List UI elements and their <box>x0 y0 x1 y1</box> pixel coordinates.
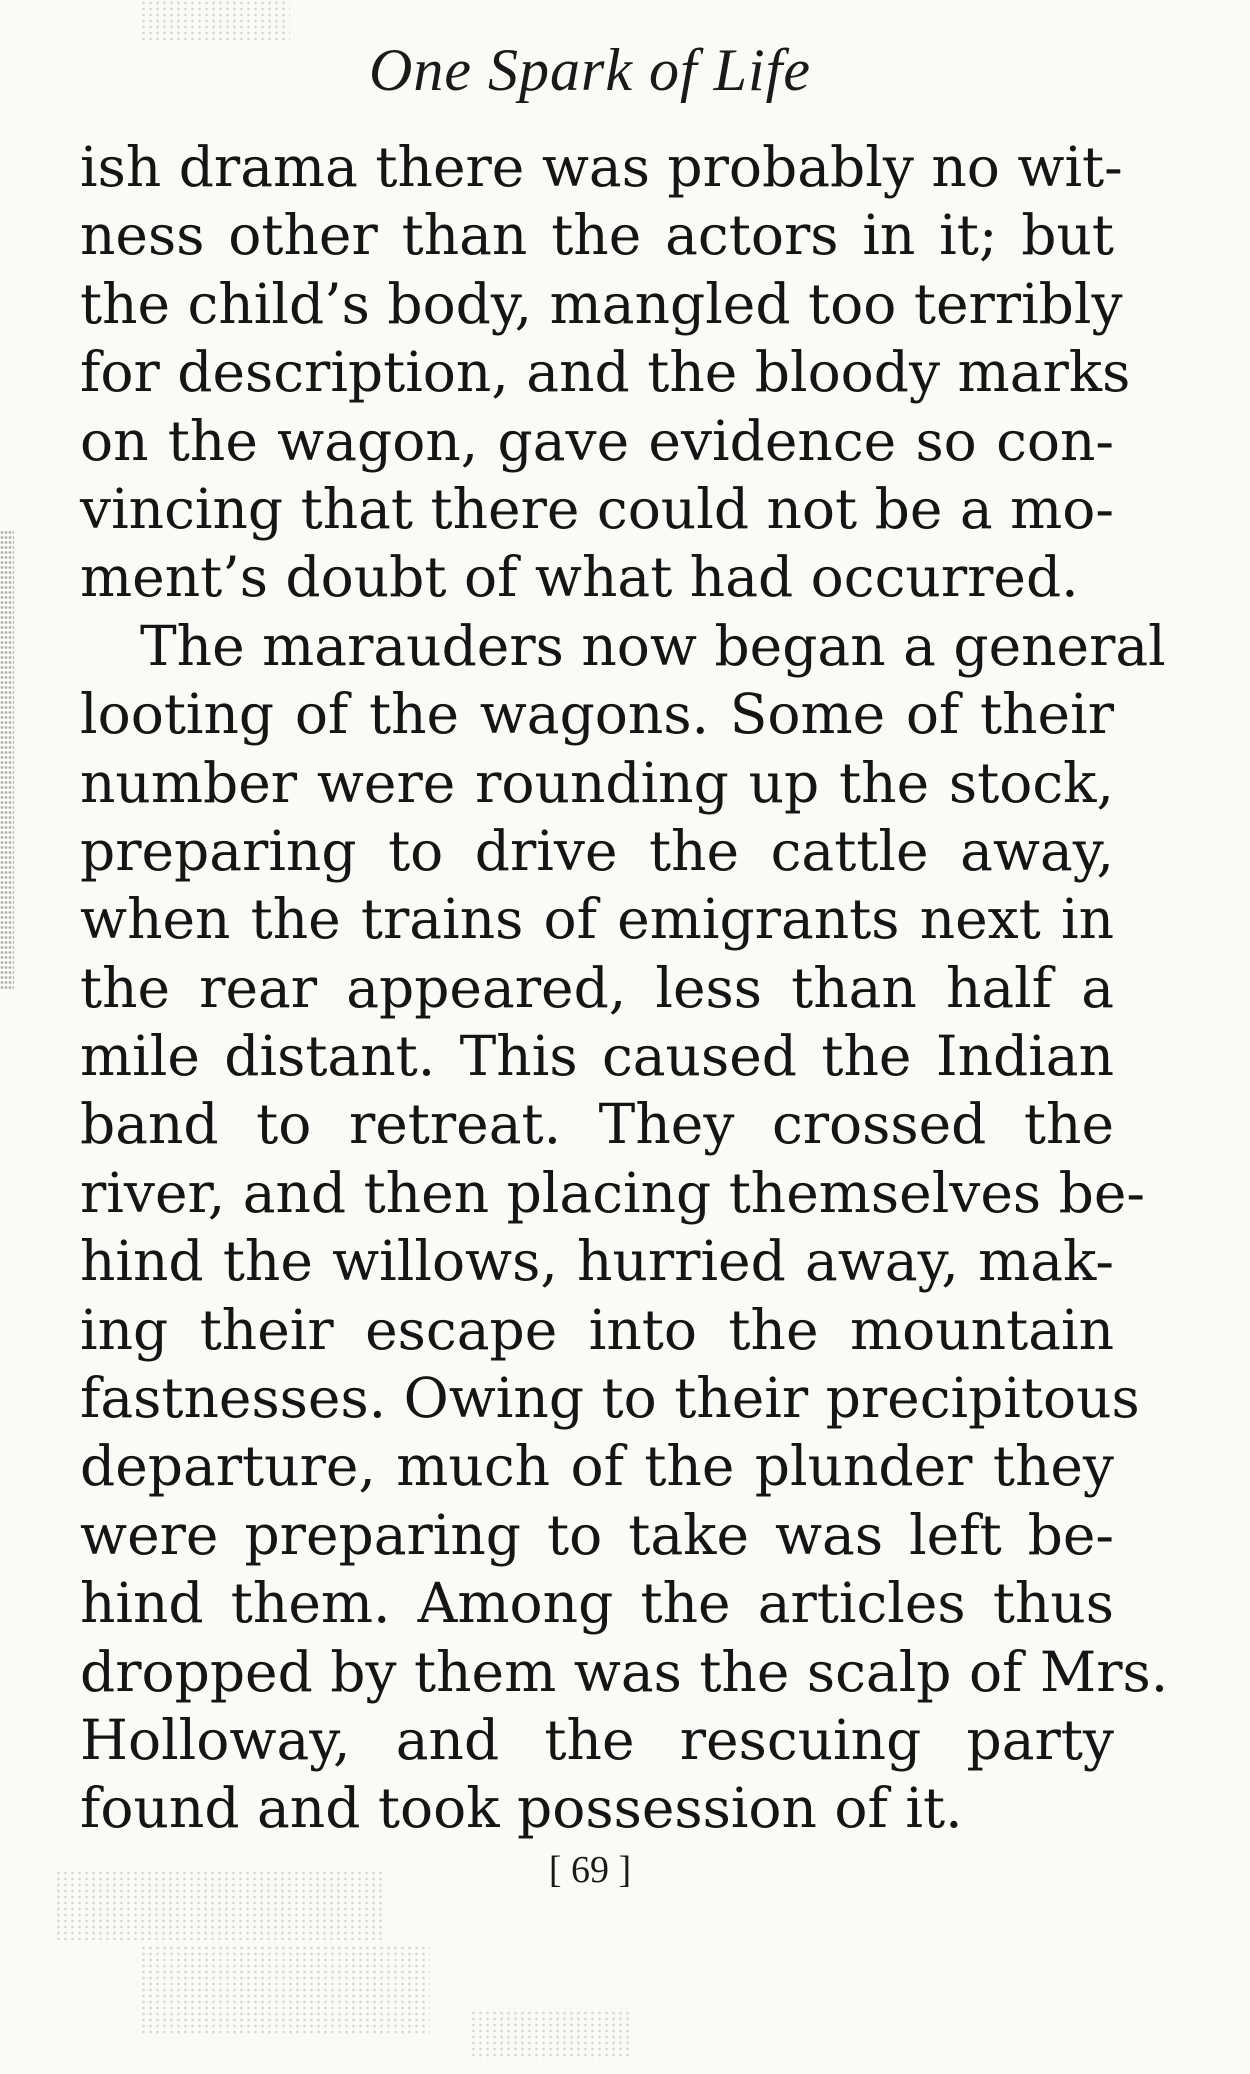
text-line: found and took possession of it. <box>80 1776 963 1841</box>
text-line: the rear appeared, less than half a <box>80 955 1114 1020</box>
running-head: One Spark of Life <box>369 37 811 103</box>
text-line: ness other than the actors in it; but <box>80 203 1114 268</box>
text-line: mile distant. This caused the Indian <box>80 1024 1114 1089</box>
text-line: were preparing to take was left be- <box>80 1502 1114 1567</box>
scan-speckle-bottom <box>140 1945 430 2035</box>
text-line: band to retreat. They crossed the <box>80 1092 1114 1157</box>
text-line: ing their escape into the mountain <box>80 1297 1114 1362</box>
text-line: river, and then placing themselves be- <box>80 1160 1145 1225</box>
text-line: number were rounding up the stock, <box>80 750 1114 815</box>
text-line: hind the willows, hurried away, mak- <box>80 1229 1114 1294</box>
text-line: when the trains of emigrants next in <box>80 887 1114 952</box>
text-line-paragraph-start: The marauders now began a general <box>140 613 1166 678</box>
text-line: looting of the wagons. Some of their <box>80 682 1114 747</box>
scan-speckle-bottom-center <box>470 2010 630 2060</box>
text-line: for description, and the bloody marks <box>80 340 1131 405</box>
text-line: on the wagon, gave evidence so con- <box>80 408 1114 473</box>
text-line: the child’s body, mangled too terribly <box>80 271 1123 336</box>
body-text <box>80 133 1169 1843</box>
text-line: preparing to drive the cattle away, <box>80 818 1114 883</box>
text-line: Holloway, and the rescuing party <box>80 1707 1114 1772</box>
text-line: departure, much of the plunder they <box>80 1434 1114 1499</box>
binding-edge-shadow <box>0 530 14 990</box>
text-line: dropped by them was the scalp of Mrs. <box>80 1639 1169 1704</box>
page-number: [ 69 ] <box>548 1849 632 1891</box>
text-line: ment’s doubt of what had occurred. <box>80 545 1079 610</box>
text-line: vincing that there could not be a mo- <box>80 476 1114 541</box>
text-line: fastnesses. Owing to their precipitous <box>80 1366 1140 1431</box>
text-line: hind them. Among the articles thus <box>80 1571 1114 1636</box>
text-line: ish drama there was probably no wit- <box>80 135 1123 199</box>
